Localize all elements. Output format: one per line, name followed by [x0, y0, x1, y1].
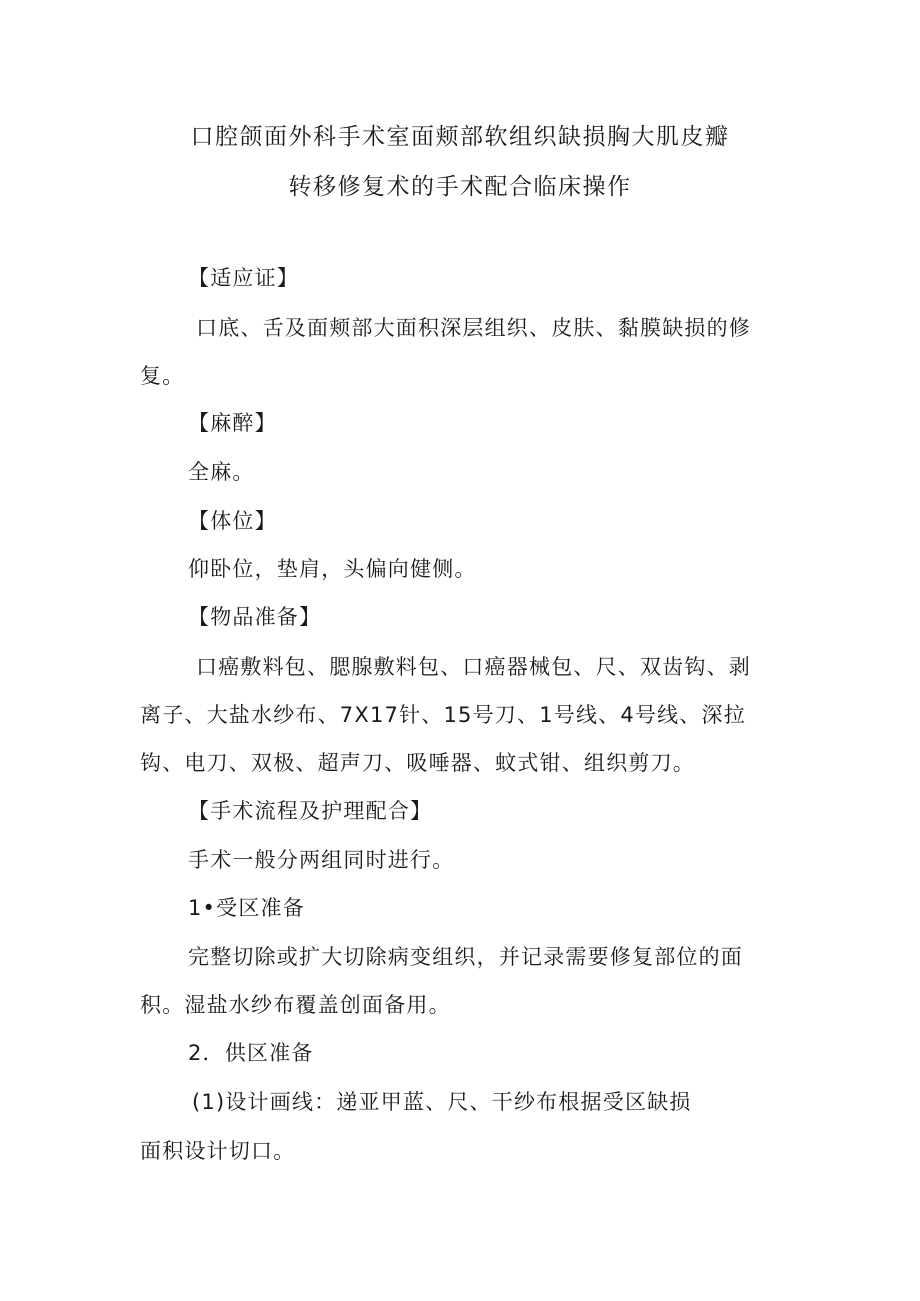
document-title-line-1: 口腔颌面外科手术室面颊部软组织缺损胸大肌皮瓣 — [190, 124, 730, 150]
supplies-heading: 【物品准备】 — [188, 605, 322, 629]
supplies-text-line-3: 钩、电刀、双极、超声刀、吸唾器、蚊式钳、组织剪刀。 — [140, 751, 695, 775]
procedure-intro: 手术一般分两组同时进行。 — [188, 848, 455, 872]
anesthesia-text: 全麻。 — [188, 460, 255, 484]
step2-sub1-line-1: (1)设计画线：递亚甲蓝、尺、干纱布根据受区缺损 — [192, 1090, 692, 1114]
position-text: 仰卧位，垫肩，头偏向健侧。 — [188, 557, 477, 581]
indications-heading: 【适应证】 — [188, 266, 299, 290]
step2-sub1-line-2: 面积设计切口。 — [140, 1139, 296, 1163]
step1-text-line-1: 完整切除或扩大切除病变组织，并记录需要修复部位的面 — [188, 945, 743, 969]
position-heading: 【体位】 — [188, 509, 277, 533]
step1-title: 1•受区准备 — [188, 896, 305, 920]
indications-text-line-1: 口底、舌及面颊部大面积深层组织、皮肤、黏膜缺损的修 — [196, 316, 751, 340]
procedure-heading: 【手术流程及护理配合】 — [188, 799, 433, 823]
document-title-line-2: 转移修复术的手术配合临床操作 — [288, 174, 632, 200]
supplies-text-line-1: 口癌敷料包、腮腺敷料包、口癌器械包、尺、双齿钩、剥 — [196, 655, 751, 679]
indications-text-line-2: 复。 — [140, 364, 185, 388]
step1-text-line-2: 积。湿盐水纱布覆盖创面备用。 — [140, 993, 451, 1017]
anesthesia-heading: 【麻醉】 — [188, 411, 277, 435]
step2-title: 2．供区准备 — [188, 1041, 314, 1065]
supplies-text-line-2: 离子、大盐水纱布、7X17针、15号刀、1号线、4号线、深拉 — [140, 703, 746, 727]
